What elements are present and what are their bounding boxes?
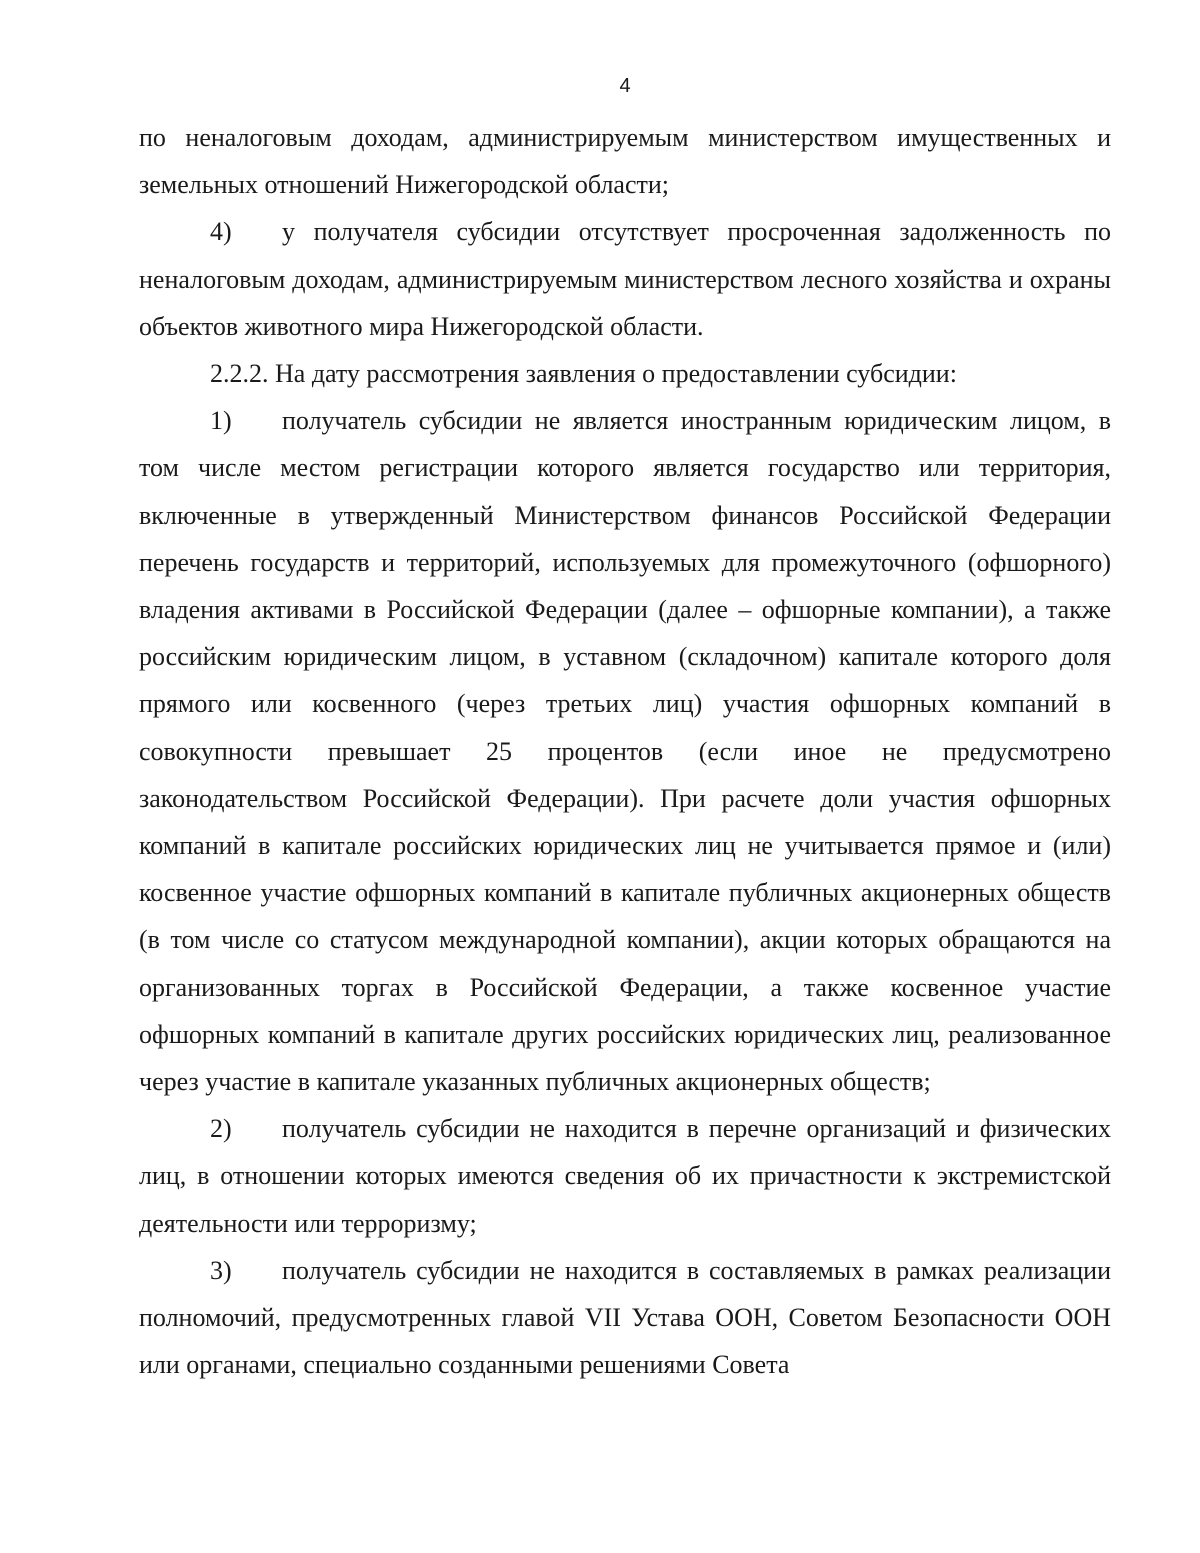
document-body [139,114,1111,1388]
list-item-text: получатель субсидии не находится в перечне организаций и физических лиц, в отношении которых имеются сведения об их причастности к экстремистской деятельности или терроризму; [139,1114,1111,1238]
list-item-number: 3) [210,1255,232,1285]
list-item-4 [139,208,1111,350]
list-item-1 [139,397,1111,1105]
list-item-2 [139,1105,1111,1247]
paragraph-text: по неналоговым доходам, администрируемым министерством имущественных и земельных отношений Нижегородской области; [139,123,1111,200]
list-item-text: получатель субсидии не является иностранным юридическим лицом, в том числе местом регистрации которого является государство или территория, включенные в утвержденный Министерством финансов Российской Федерации перечень государств и территорий, используемых для промежуточного (офшорного) владения активами в Российской Федерации (далее – офшорные компании), а также российским юридическим лицом, в уставном (складочном) капитале которого доля прямого или косвенного (через третьих лиц) участия офшорных компаний в совокупности превышает 25 процентов (если иное не предусмотрено законодательством Российской Федерации). При расчете доли участия офшорных компаний в капитале российских юридических лиц не учитывается прямое и (или) косвенное участие офшорных компаний в капитале публичных акционерных обществ (в том числе со статусом международной компании), акции которых обращаются на организованных торгах в Российской Федерации, а также косвенное участие офшорных компаний в капитале других российских юридических лиц, реализованное через участие в капитале указанных публичных акционерных обществ; [139,406,1111,1097]
paragraph-text: 2.2.2. На дату рассмотрения заявления о предоставлении субсидии: [210,359,957,389]
list-item-number: 4) [210,217,232,247]
section-heading-2-2-2 [139,350,1111,397]
list-item-3 [139,1247,1111,1389]
list-item-number: 2) [210,1114,232,1144]
list-item-text: получатель субсидии не находится в составляемых в рамках реализации полномочий, предусмотренных главой VII Устава ООН, Советом Безопасности ООН или органами, специально созданными решениями Совета [139,1255,1111,1380]
list-item-number: 1) [210,406,232,436]
list-item-text: у получателя субсидии отсутствует просроченная задолженность по неналоговым доходам, администрируемым министерством лесного хозяйства и охраны объектов животного мира Нижегородской области. [139,217,1111,341]
page-number: 4 [619,75,631,97]
paragraph-continuation [139,114,1111,208]
